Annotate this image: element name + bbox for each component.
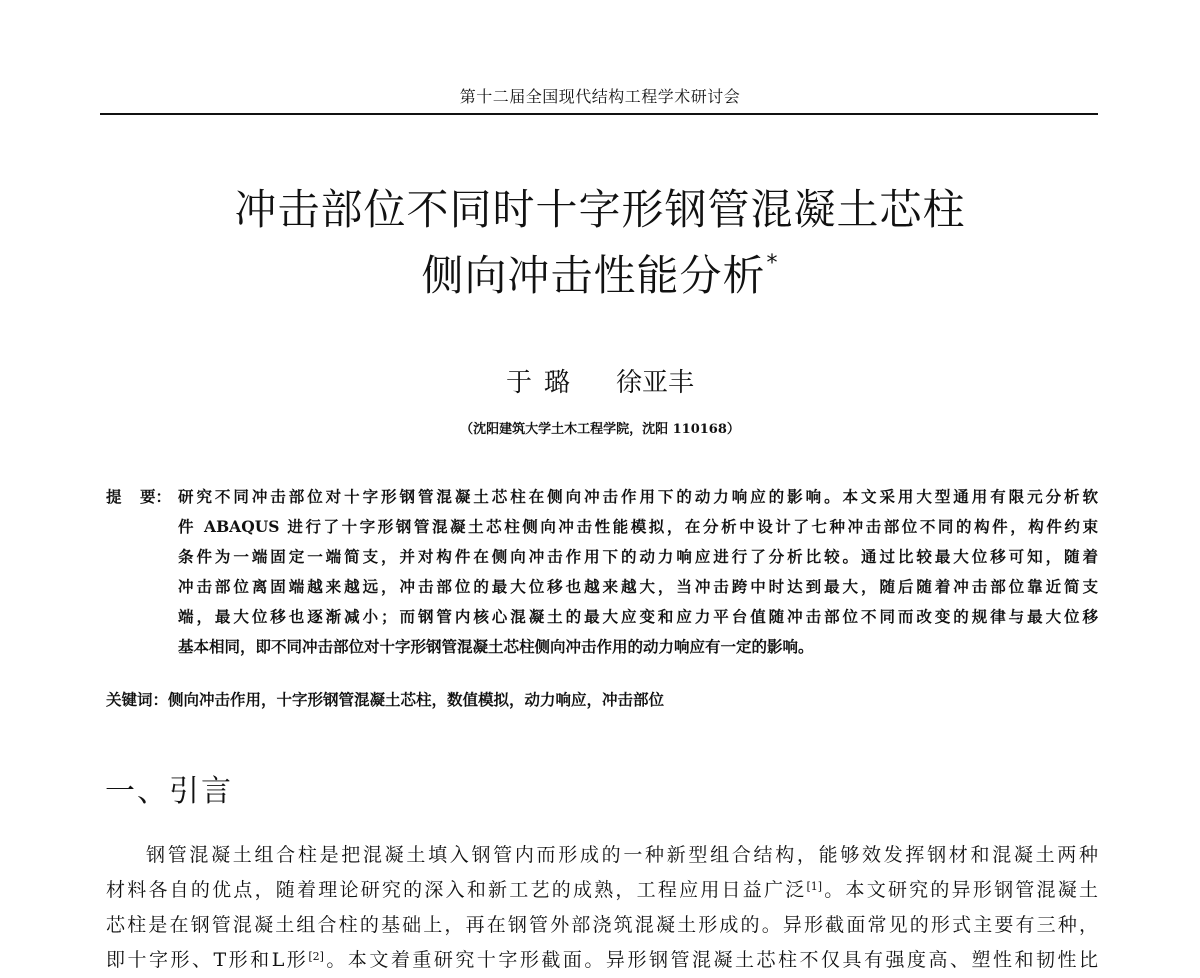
- paragraph-line-4: [106, 943, 1098, 978]
- abstract-body: [178, 482, 1098, 662]
- affiliation: （沈阳建筑大学土木工程学院，沈阳 110168）: [460, 422, 740, 437]
- abstract-line: 基本相同，即不同冲击部位对十字形钢管混凝土芯柱侧向冲击作用的动力响应有一定的影响。: [178, 637, 814, 656]
- paper-title-line-2: [0, 251, 1200, 300]
- title-footnote-mark: *: [766, 251, 779, 276]
- abstract-label-char-1: 提: [106, 487, 122, 506]
- abstract-line: 冲击部位离固端越来越远，冲击部位的最大位移也越来越大，当冲击跨中时达到最大，随后随着冲击部位靠近简支: [178, 577, 1098, 596]
- abstract-label: [106, 482, 178, 512]
- paragraph-line-2-text-a: 材料各自的优点，随着理论研究的深入和新工艺的成熟，工程应用日益广泛: [106, 879, 807, 901]
- body-paragraph: [106, 838, 1098, 978]
- paragraph-line-4-text-b: 。本文着重研究十字形截面。异形钢管混凝土芯柱不仅具有强度高、塑性和韧性比: [323, 949, 1098, 971]
- paper-title-line-1: 冲击部位不同时十字形钢管混凝土芯柱: [234, 185, 966, 234]
- abstract-line: 端，最大位移也逐渐减小；而钢管内核心混凝土的最大应变和应力平台值随冲击部位不同而改变的规律与最大位移: [178, 607, 1098, 626]
- header-rule: [100, 113, 1098, 115]
- paragraph-line-3: 芯柱是在钢管混凝土组合柱的基础上，再在钢管外部浇筑混凝土形成的。异形截面常见的形式主要有三种，: [106, 914, 1098, 936]
- keywords-text: 侧向冲击作用，十字形钢管混凝土芯柱，数值模拟，动力响应，冲击部位: [168, 690, 665, 709]
- author-1: 于璐: [505, 368, 582, 398]
- abstract: [106, 482, 1098, 662]
- keywords-label: 关键词：: [106, 690, 169, 709]
- paper-title-line-2-text: 侧向冲击性能分析: [421, 251, 766, 300]
- paragraph-line-4-text-a: 即十字形、T形和L形: [106, 949, 309, 971]
- paragraph-line-2-text-b: 。本文研究的异形钢管混凝土: [822, 879, 1098, 901]
- abstract-line: 研究不同冲击部位对十字形钢管混凝土芯柱在侧向冲击作用下的动力响应的影响。本文采用大型通用有限元分析软: [178, 487, 1098, 506]
- citation-ref-1[interactable]: [1]: [806, 880, 823, 893]
- paragraph-line-1: 钢管混凝土组合柱是把混凝土填入钢管内而形成的一种新型组合结构，能够效发挥钢材和混凝土两种: [146, 844, 1098, 866]
- keywords: [106, 688, 664, 710]
- paragraph-line-2: [106, 873, 1098, 908]
- citation-ref-2[interactable]: [2]: [308, 950, 324, 963]
- abstract-line: 件 ABAQUS 进行了十字形钢管混凝土芯柱侧向冲击性能模拟，在分析中设计了七种冲击部位不同的构件，构件约束: [178, 517, 1098, 536]
- abstract-label-char-2: 要：: [140, 487, 172, 506]
- authors: [0, 362, 1200, 399]
- section-heading: 一、引言: [105, 774, 233, 809]
- author-2: 徐亚丰: [616, 368, 695, 398]
- abstract-line: 条件为一端固定一端简支，并对构件在侧向冲击作用下的动力响应进行了分析比较。通过比较最大位移可知，随着: [178, 547, 1098, 566]
- running-header: 第十二届全国现代结构工程学术研讨会: [459, 87, 741, 106]
